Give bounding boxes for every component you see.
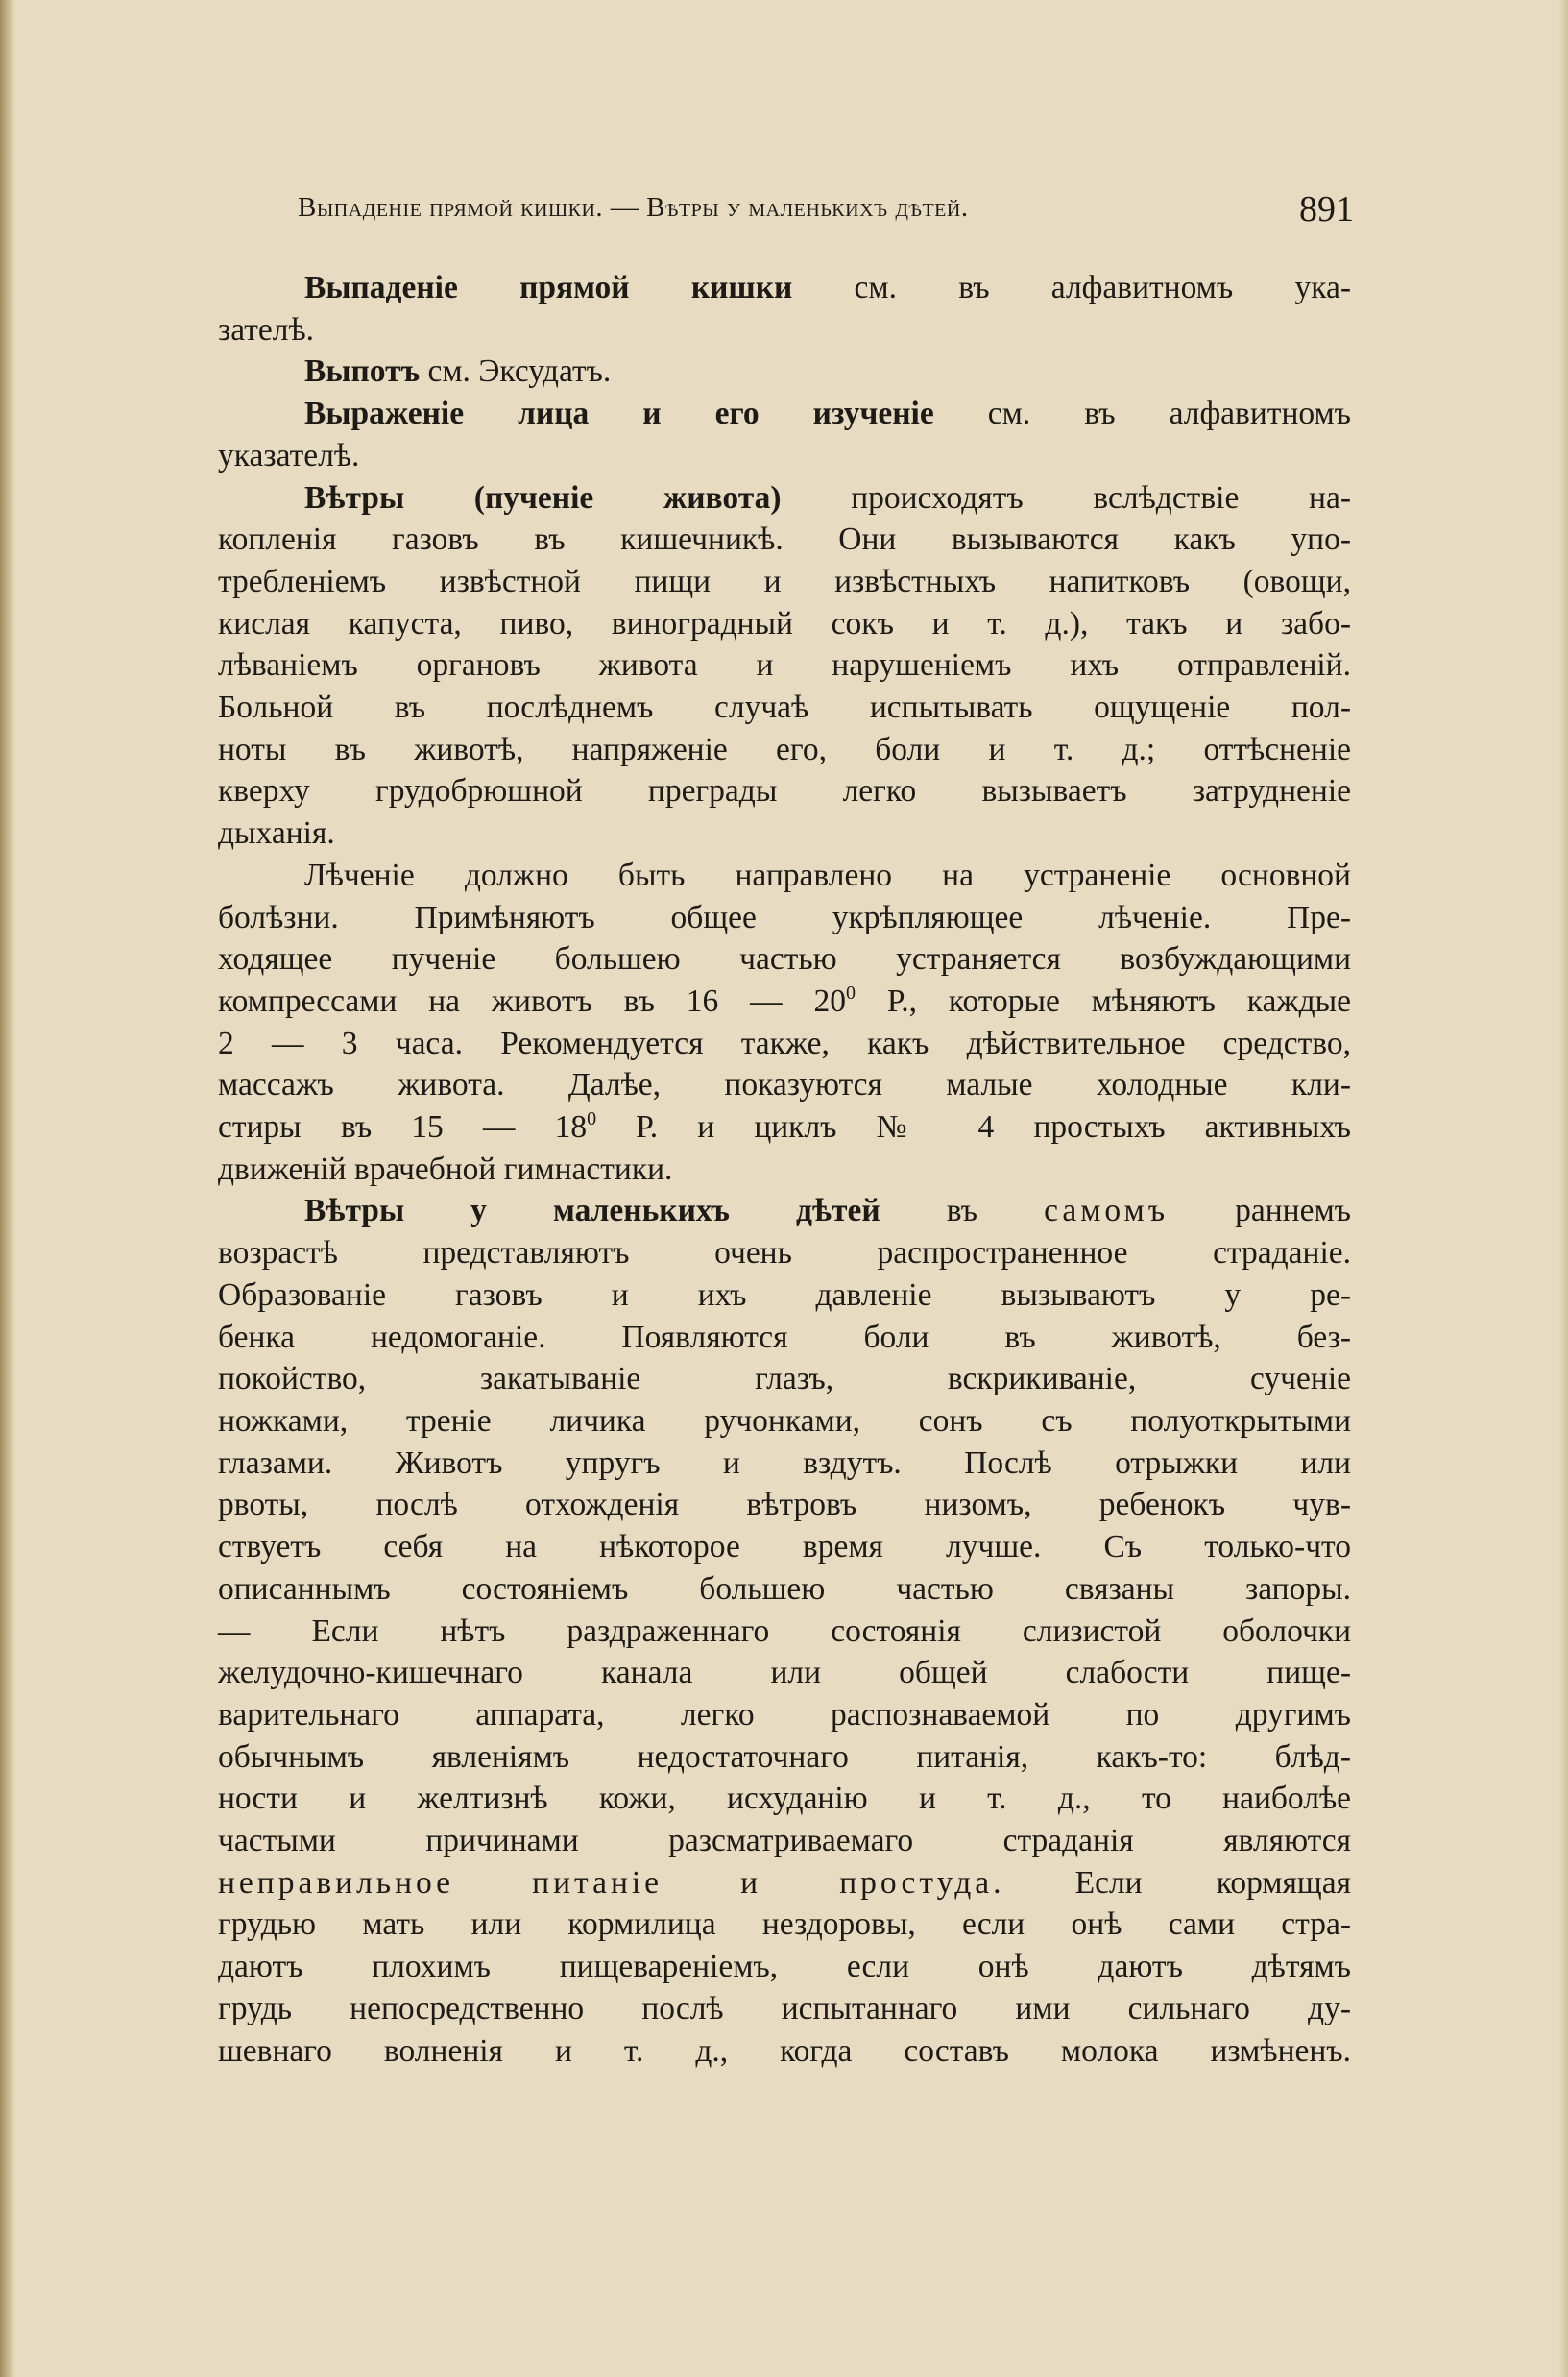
text-line: ности и желтизнѣ кожи, исхуданію и т. д., то наиболѣе — [218, 1781, 1351, 1817]
text-line: 2 — 3 часа. Рекомендуется также, какъ дѣйствительное средство, — [218, 1025, 1351, 1061]
entry-vetry — [218, 477, 1351, 855]
page-edge-shadow — [0, 0, 15, 2377]
text-line: кислая капуста, пиво, виноградный сокъ и т. д.), такъ и забо- — [218, 605, 1351, 642]
text-line: шевнаго волненія и т. д., когда составъ молока измѣненъ. — [218, 2032, 1351, 2069]
text-line: ствуетъ себя на нѣкоторое время лучше. Съ только-что — [218, 1529, 1351, 1565]
text-line: бенка недомоганіе. Появляются боли въ животѣ, без- — [218, 1319, 1351, 1355]
text-line: копленія газовъ въ кишечникѣ. Они вызываются какъ упо- — [218, 521, 1351, 558]
text-line: дыханія. — [218, 815, 335, 852]
degree-mark: 0 — [846, 982, 856, 1004]
text-line: Образованіе газовъ и ихъ давленіе вызываютъ у ре- — [218, 1276, 1351, 1313]
page-body — [218, 267, 1351, 2072]
degree-mark: 0 — [587, 1108, 597, 1130]
text-line: грудь непосредственно послѣ испытаннаго ими сильнаго ду- — [218, 1990, 1351, 2026]
text-line: частыми причинами разсматриваемаго страданія являются — [218, 1823, 1351, 1859]
text-line: Выраженіе лица и его изученіе см. въ алфавитномъ — [304, 396, 1351, 432]
paragraph-lechenie — [218, 855, 1351, 1191]
text-line: болѣзни. Примѣняютъ общее укрѣпляющее лѣченіе. Пре- — [218, 899, 1351, 935]
text-line: зателѣ. — [218, 311, 315, 348]
text-line: Выпотъ см. Эксудатъ. — [304, 353, 612, 390]
text-line: ножками, треніе личика ручонками, сонъ съ полуоткрытыми — [218, 1402, 1351, 1439]
text-line: массажъ живота. Далѣе, показуются малые холодные кли- — [218, 1067, 1351, 1104]
text-line: — Если нѣтъ раздраженнаго состоянія слизистой оболочки — [218, 1613, 1351, 1649]
entry-term: Вѣтры (пученіе живота) — [304, 479, 782, 516]
spaced-text: самомъ — [1044, 1193, 1170, 1229]
text-line: ноты въ животѣ, напряженіе его, боли и т. д.; оттѣсненіе — [218, 731, 1351, 767]
text-line: обычнымъ явленіямъ недостаточнаго питанія, какъ-то: блѣд- — [218, 1738, 1351, 1775]
entry-term: Выпотъ — [304, 353, 421, 390]
text-line: неправильное питаніе и простуда. Если кормящая — [218, 1864, 1351, 1901]
entry-term: Выпаденіе прямой кишки — [304, 270, 793, 305]
text-line: рвоты, послѣ отхожденія вѣтровъ низомъ, ребенокъ чув- — [218, 1487, 1351, 1523]
text-line: глазами. Животъ упругъ и вздутъ. Послѣ отрыжки или — [218, 1444, 1351, 1481]
entry-deti — [218, 1190, 1351, 2072]
entry-term: Выраженіе лица и его изученіе — [304, 396, 934, 432]
text-line: указателѣ. — [218, 437, 360, 473]
text-line: ходящее пученіе большею частью устраняется возбуждающими — [218, 941, 1351, 978]
page-edge-right — [1558, 0, 1568, 2377]
text-line: возрастѣ представляютъ очень распространенное страданіе. — [218, 1235, 1351, 1272]
text-line: стиры въ 15 — $18^0$ Р. и циклъ № 4 простыхъ активныхъ — [218, 1108, 1351, 1146]
text-line: покойство, закатываніе глазъ, вскрикиваніе, сученіе — [218, 1361, 1351, 1397]
entry-vypadenie — [218, 267, 1351, 351]
text-line: кверху грудобрюшной преграды легко вызываетъ затрудненіе — [218, 773, 1351, 810]
entry-vypot — [218, 351, 1351, 393]
text-line: даютъ плохимъ пищевареніемъ, если онѣ даютъ дѣтямъ — [218, 1949, 1351, 1985]
text-line: варительнаго аппарата, легко распознаваемой по другимъ — [218, 1696, 1351, 1733]
text-line: Выпаденіе прямой кишки см. въ алфавитномъ ука- — [304, 270, 1351, 305]
text-line: требленіемъ извѣстной пищи и извѣстныхъ напитковъ (овощи, — [218, 563, 1351, 599]
spaced-text: неправильное питаніе и простуда — [218, 1864, 994, 1901]
text-line: компрессами на животъ въ 16 — $20^0$ Р., которые мѣняютъ каждые — [218, 982, 1351, 1019]
text-line: грудью мать или кормилица нездоровы, если онѣ сами стра- — [218, 1906, 1351, 1943]
text-line: лѣваніемъ органовъ живота и нарушеніемъ ихъ отправленій. — [218, 647, 1351, 684]
text-line: движеній врачебной гимнастики. — [218, 1151, 673, 1187]
entry-term: Вѣтры у маленькихъ дѣтей — [304, 1193, 880, 1229]
text-line: Вѣтры у маленькихъ дѣтей въ самомъ раннемъ — [304, 1193, 1351, 1229]
text-line: Больной въ послѣднемъ случаѣ испытывать ощущеніе пол- — [218, 690, 1351, 726]
text-line: Лѣченіе должно быть направлено на устраненіе основной — [304, 857, 1351, 893]
entry-vyrazhenie — [218, 393, 1351, 476]
text-line: желудочно-кишечнаго канала или общей слабости пище- — [218, 1655, 1351, 1691]
text-line: Вѣтры (пученіе живота) происходятъ вслѣдствіе на- — [304, 479, 1351, 516]
running-title: Выпаденіе прямой кишки. — Вѣтры у маленькихъ дѣтей. — [298, 192, 969, 223]
running-head — [298, 188, 1354, 230]
page-number: 891 — [1299, 189, 1354, 230]
text-line: описаннымъ состояніемъ большею частью связаны запоры. — [218, 1570, 1351, 1607]
